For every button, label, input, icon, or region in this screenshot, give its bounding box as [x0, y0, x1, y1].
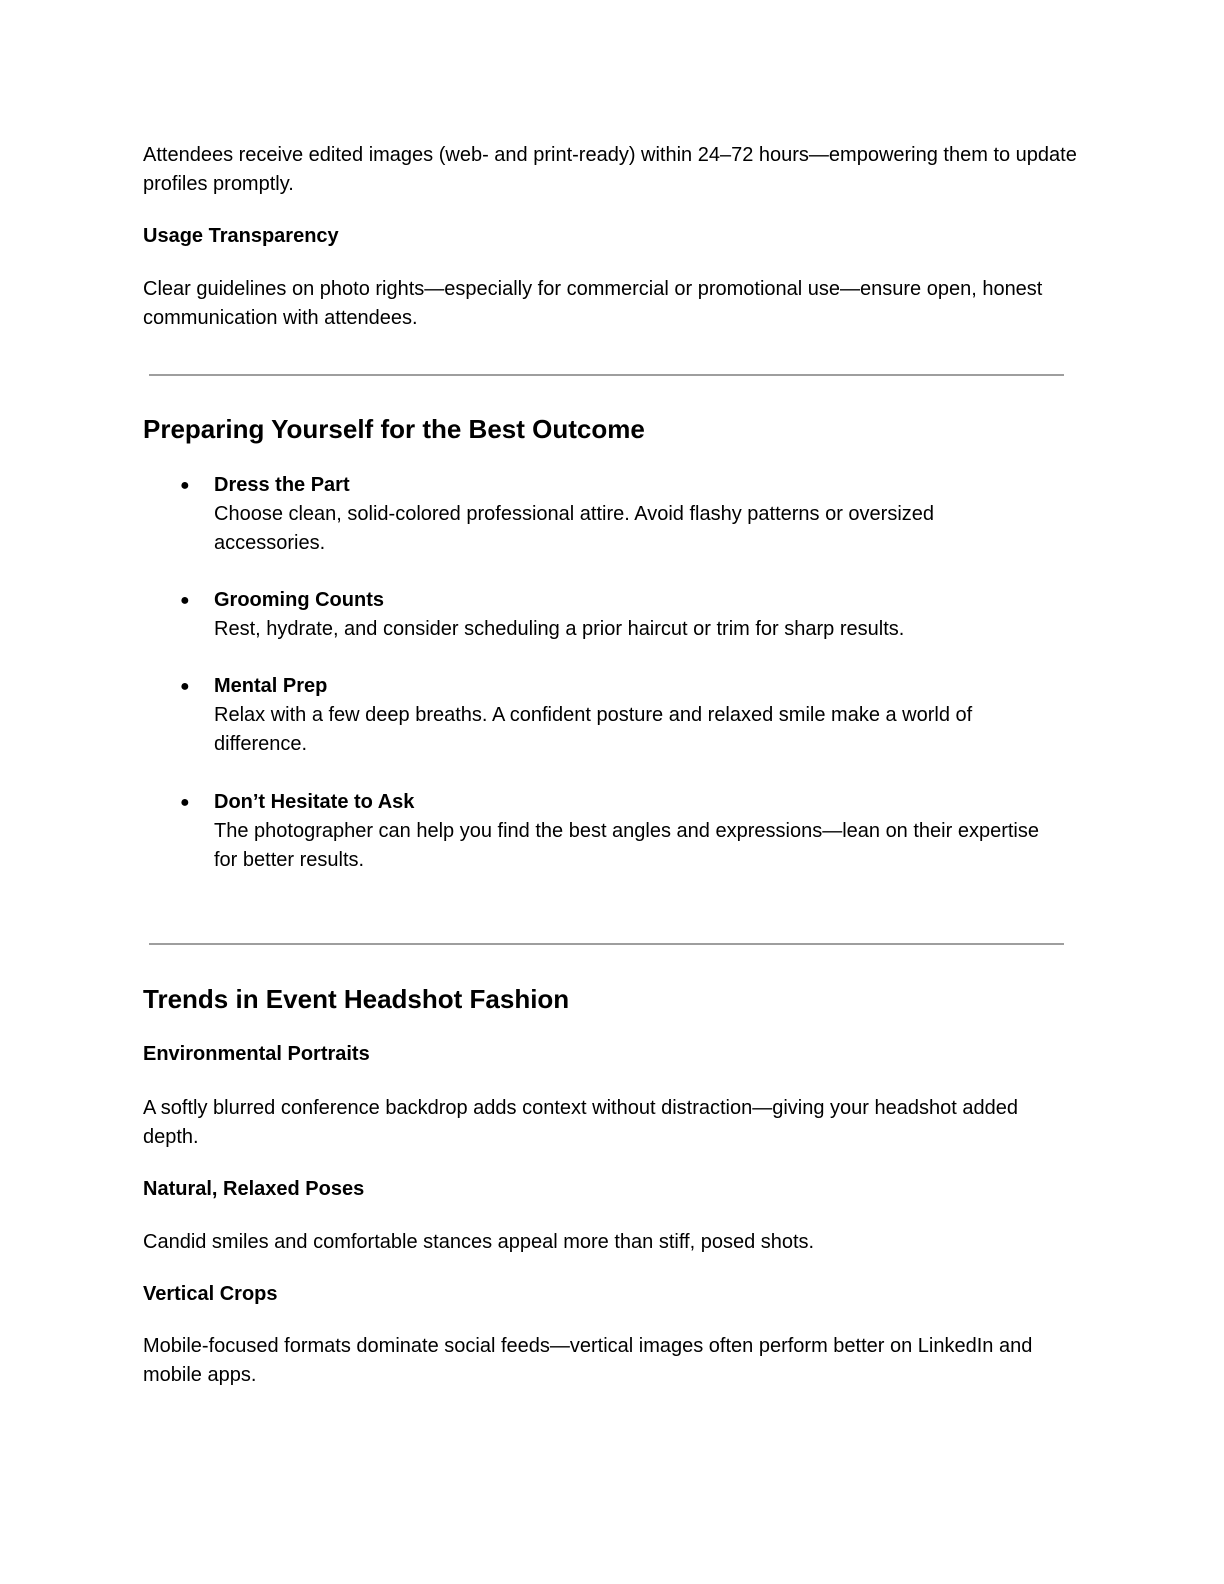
list-item-body: The photographer can help you find the best angles and expressions—lean on their expertise for better results.	[214, 820, 1039, 871]
bullet-icon: ●	[180, 678, 190, 695]
list-item-body: Relax with a few deep breaths. A confident posture and relaxed smile make a world of difference.	[214, 704, 973, 755]
list-item-title: Don’t Hesitate to Ask	[214, 791, 415, 813]
section-divider	[149, 943, 1064, 945]
list-item-body: Choose clean, solid-colored professional attire. Avoid flashy patterns or oversized accessories.	[214, 503, 935, 554]
list-item-title: Mental Prep	[214, 675, 328, 697]
natural-poses-body: Candid smiles and comfortable stances appeal more than stiff, posed shots.	[143, 1231, 815, 1253]
preparing-heading: Preparing Yourself for the Best Outcome	[143, 414, 645, 444]
environmental-portraits-body: A softly blurred conference backdrop adds context without distraction—giving your headshot added depth.	[143, 1097, 1018, 1148]
bullet-icon: ●	[180, 477, 190, 494]
section-divider	[149, 374, 1064, 376]
natural-poses-title: Natural, Relaxed Poses	[143, 1178, 365, 1200]
vertical-crops-body: Mobile-focused formats dominate social feeds—vertical images often perform better on LinkedIn and mobile apps.	[143, 1335, 1033, 1386]
vertical-crops-title: Vertical Crops	[143, 1283, 278, 1305]
trends-heading: Trends in Event Headshot Fashion	[143, 984, 570, 1014]
bullet-icon: ●	[180, 794, 190, 811]
list-item-body: Rest, hydrate, and consider scheduling a prior haircut or trim for sharp results.	[214, 618, 905, 640]
list-item-title: Dress the Part	[214, 474, 350, 496]
environmental-portraits-title: Environmental Portraits	[143, 1043, 370, 1065]
intro-paragraph: Attendees receive edited images (web- and print-ready) within 24–72 hours—empowering them to update profiles promptly.	[143, 144, 1077, 195]
usage-transparency-body: Clear guidelines on photo rights—especially for commercial or promotional use—ensure open, honest communication with attendees.	[143, 278, 1043, 329]
list-item-title: Grooming Counts	[214, 589, 384, 611]
usage-transparency-title: Usage Transparency	[143, 225, 339, 247]
bullet-icon: ●	[180, 592, 190, 609]
